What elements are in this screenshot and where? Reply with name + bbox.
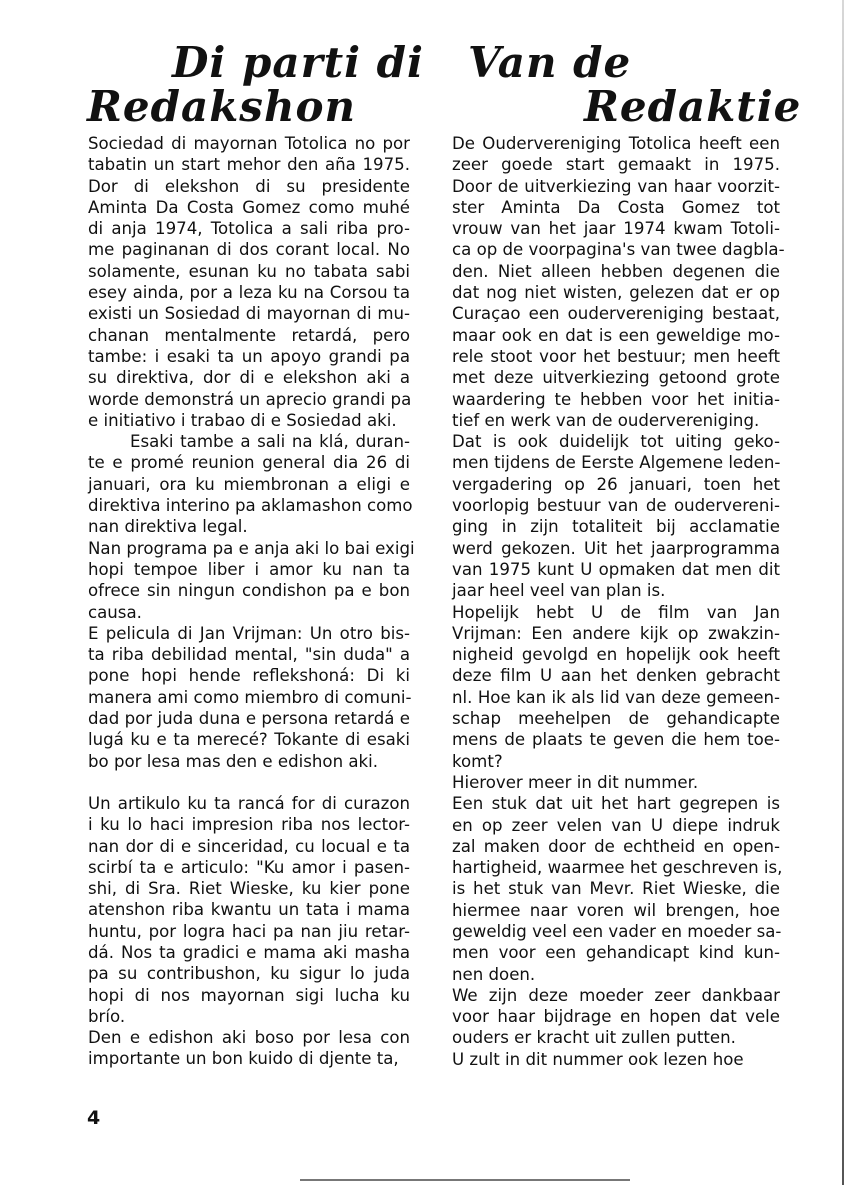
text-line: maar ook en dat is een geweldige mo-: [452, 325, 780, 345]
page-number: 4: [87, 1107, 101, 1129]
text-line: jaar heel veel van plan is.: [452, 581, 666, 601]
text-line: We zijn deze moeder zeer dankbaar: [452, 985, 780, 1005]
text-line: e initiativo i trabao di e Sosiedad aki.: [88, 410, 397, 430]
text-line: ca op de voorpagina's van twee dagbla-: [452, 240, 785, 260]
text-line: hiermee naar voren wil brengen, hoe: [452, 900, 780, 920]
text-line: Dor di elekshon di su presidente: [88, 176, 410, 196]
text-line: ouders er kracht uit zullen putten.: [452, 1028, 736, 1048]
text-line: ta riba debilidad mental, "sin duda" a: [88, 645, 410, 665]
text-line: Un artikulo ku ta rancá for di curazon: [88, 793, 410, 813]
heading-papiamentu-line2: Redakshon: [87, 82, 357, 131]
text-line: dad por juda duna e persona retardá e: [88, 709, 410, 729]
text-line: tief en werk van de oudervereniging.: [452, 410, 760, 430]
text-line: is het stuk van Mevr. Riet Wieske, die: [452, 879, 780, 899]
text-line: men tijdens de Eerste Algemene leden-: [452, 453, 781, 473]
text-line: Hopelijk hebt U de film van Jan: [452, 602, 780, 622]
heading-papiamentu-line1: Di parti di: [172, 38, 425, 87]
text-line: januari, ora ku miembronan a eligi e: [88, 474, 410, 494]
text-line: importante un bon kuido di djente ta,: [88, 1049, 399, 1069]
text-line: deze film U aan het denken gebracht: [452, 666, 780, 686]
text-line: voorlopig bestuur van de oudervereni-: [452, 496, 780, 516]
text-line: shi, di Sra. Riet Wieske, ku kier pone: [88, 879, 410, 899]
text-line: nan dor di e sinceridad, cu locual e ta: [88, 836, 410, 856]
text-line: dat nog niet wisten, gelezen dat er op: [452, 283, 780, 303]
text-line: esey ainda, por a leza ku na Corsou ta: [88, 283, 410, 303]
bottom-rule: [300, 1179, 630, 1181]
text-line: pa su contribushon, ku sigur lo juda: [88, 964, 410, 984]
text-line: Curaçao een oudervereniging bestaat,: [452, 304, 780, 324]
text-line: geweldig veel een vader en moeder sa-: [452, 921, 782, 941]
heading-dutch-line2: Redaktie: [584, 82, 802, 131]
text-line: ofrece sin ningun condishon pa e bon: [88, 581, 410, 601]
text-line: van 1975 kunt U opmaken dat men dit: [452, 559, 780, 579]
text-line: werd gekozen. Uit het jaarprogramma: [452, 538, 780, 558]
text-line: tabatin un start mehor den aña 1975.: [88, 155, 410, 175]
text-line: i ku lo haci impresion riba nos lector-: [88, 815, 410, 835]
text-line: mens de plaats te geven die hem toe-: [452, 730, 780, 750]
text-line: zal maken door de echtheid en open-: [452, 836, 780, 856]
text-line: nl. Hoe kan ik als lid van deze gemeen-: [452, 687, 780, 707]
text-line: direktiva interino pa aklamashon como: [88, 496, 413, 516]
text-line: hopi tempoe liber i amor ku nan ta: [88, 559, 410, 579]
text-line: Vrijman: Een andere kijk op zwakzin-: [452, 623, 780, 643]
text-line: worde demonstrá un aprecio grandi pa: [88, 389, 412, 409]
text-line: De Oudervereniging Totolica heeft een: [452, 134, 780, 153]
page-edge-line: [842, 0, 844, 1185]
text-line: chanan mentalmente retardá, pero: [88, 325, 410, 345]
text-line: en op zeer velen van U diepe indruk: [452, 815, 780, 835]
text-line: rele stoot voor het bestuur; men heeft: [452, 346, 780, 366]
text-line: vrouw van het jaar 1974 kwam Totoli-: [452, 219, 780, 239]
text-line: nen doen.: [452, 964, 536, 984]
text-line: bo por lesa mas den e edishon aki.: [88, 751, 379, 771]
text-line: Hierover meer in dit nummer.: [452, 772, 699, 792]
text-line: scirbí ta e articulo: "Ku amor i pasen-: [88, 857, 410, 877]
text-line: hartigheid, waarmee het geschreven is,: [452, 858, 783, 878]
text-line: Den e edishon aki boso por lesa con: [88, 1028, 410, 1048]
heading-dutch-line1: Van de: [468, 38, 632, 87]
text-line: den. Niet alleen hebben degenen die: [452, 261, 780, 281]
text-line: schap meehelpen de gehandicapte: [452, 709, 780, 729]
text-line: voor haar bijdrage en hopen dat vele: [452, 1007, 780, 1027]
text-line: E pelicula di Jan Vrijman: Un otro bis-: [88, 623, 410, 643]
text-line: hopi di nos mayornan sigi lucha ku: [88, 985, 410, 1005]
text-line: komt?: [452, 751, 503, 771]
text-line: ging in zijn totaliteit bij acclamatie: [452, 517, 780, 537]
text-line: Nan programa pa e anja aki lo bai exigi: [88, 538, 415, 558]
text-line: Door de uitverkiezing van haar voorzit-: [452, 176, 780, 196]
text-line: huntu, por logra haci pa nan jiu retar-: [88, 921, 410, 941]
text-line: solamente, esunan ku no tabata sabi: [88, 261, 410, 281]
text-line: U zult in dit nummer ook lezen hoe: [452, 1049, 744, 1069]
papiamentu-text-column: [88, 133, 415, 1070]
text-line: vergadering op 26 januari, toen het: [452, 474, 780, 494]
text-line: Sociedad di mayornan Totolica no por: [88, 134, 410, 153]
text-line: causa.: [88, 602, 142, 622]
text-line: men voor een gehandicapt kind kun-: [452, 943, 780, 963]
paragraph-gap: [88, 772, 410, 793]
text-line: met deze uitverkiezing getoond grote: [452, 368, 780, 388]
text-line: Aminta Da Costa Gomez como muhé: [88, 197, 410, 217]
text-line: waardering te hebben voor het initia-: [452, 389, 780, 409]
text-line: zeer goede start gemaakt in 1975.: [452, 155, 780, 175]
text-line: Esaki tambe a sali na klá, duran-: [130, 432, 410, 452]
text-line: lugá ku e ta merecé? Tokante di esaki: [88, 730, 410, 750]
text-line: dá. Nos ta gradici e mama aki masha: [88, 942, 410, 962]
text-line: Dat is ook duidelijk tot uiting geko-: [452, 432, 780, 452]
text-line: existi un Sosiedad di mayornan di mu-: [88, 304, 410, 324]
text-line: atenshon riba kwantu un tata i mama: [88, 900, 410, 920]
text-line: brío.: [88, 1006, 126, 1026]
text-line: nigheid gevolgd en hopelijk ook heeft: [452, 645, 780, 665]
text-line: tambe: i esaki ta un apoyo grandi pa: [88, 346, 410, 366]
text-line: te e promé reunion general dia 26 di: [88, 453, 410, 473]
text-line: nan direktiva legal.: [88, 517, 248, 537]
text-line: me paginanan di dos corant local. No: [88, 240, 410, 260]
dutch-text-column: [452, 133, 785, 1070]
text-line: manera ami como miembro di comuni-: [88, 687, 412, 707]
text-line: ster Aminta Da Costa Gomez tot: [452, 197, 780, 217]
text-line: Een stuk dat uit het hart gegrepen is: [452, 794, 780, 814]
text-line: su direktiva, dor di e elekshon aki a: [88, 368, 410, 388]
text-line: pone hopi hende reflekshoná: Di ki: [88, 666, 410, 686]
text-line: di anja 1974, Totolica a sali riba pro-: [88, 219, 410, 239]
